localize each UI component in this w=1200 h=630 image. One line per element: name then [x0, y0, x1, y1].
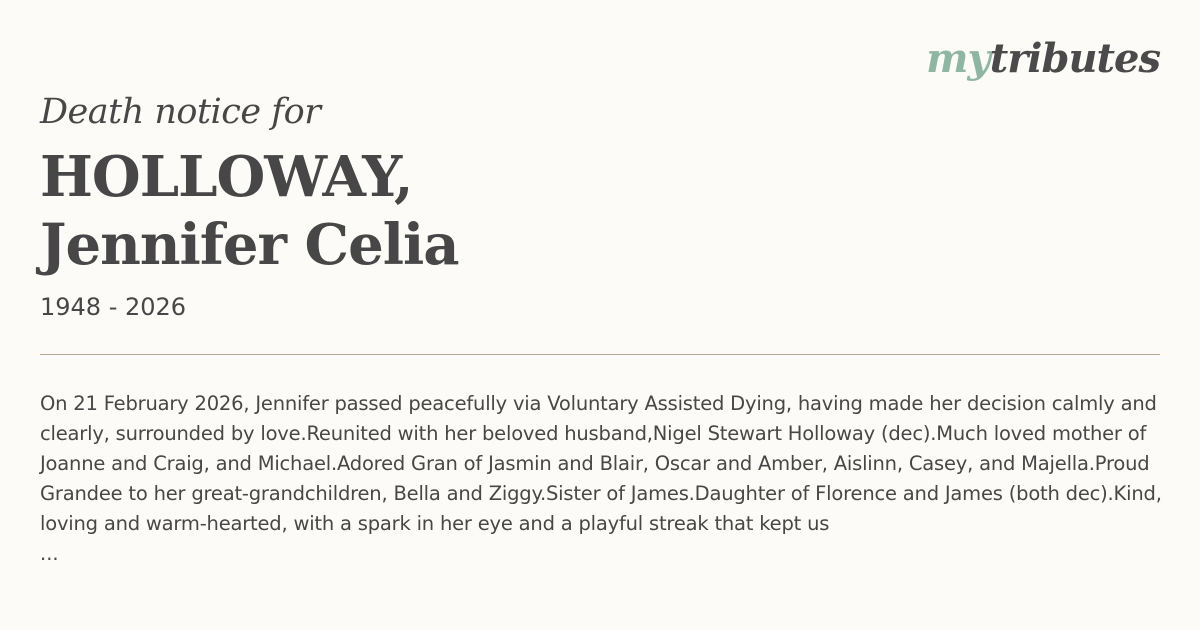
logo-part-tributes: tributes [989, 35, 1160, 82]
mytributes-logo[interactable] [926, 34, 1160, 84]
notice-heading: Death notice for [40, 92, 321, 132]
notice-body-text: On 21 February 2026, Jennifer passed peacefully via Voluntary Assisted Dying, having made her decision calmly and clearly, surrounded by love.Reunited with her beloved husband,Nigel Stewart Holloway (dec).Much loved mother of Joanne and Craig, and Michael.Adored Gran of Jasmin and Blair, Oscar and Amber, Aislinn, Casey, and Majella.Proud Grandee to her great-grandchildren, Bella and Ziggy.Sister of James.Daughter of Florence and James (both dec).Kind, loving and warm-hearted, with a spark in her eye and a playful streak that kept us [40, 392, 1162, 535]
logo-part-my: my [926, 35, 990, 82]
deceased-given-names: Jennifer Celia [40, 212, 459, 278]
notice-body [40, 389, 1164, 539]
life-years: 1948 - 2026 [40, 293, 187, 321]
deceased-name [40, 143, 459, 279]
section-divider [40, 354, 1160, 355]
notice-ellipsis: ... [40, 542, 59, 565]
deceased-surname: HOLLOWAY, [40, 144, 413, 210]
